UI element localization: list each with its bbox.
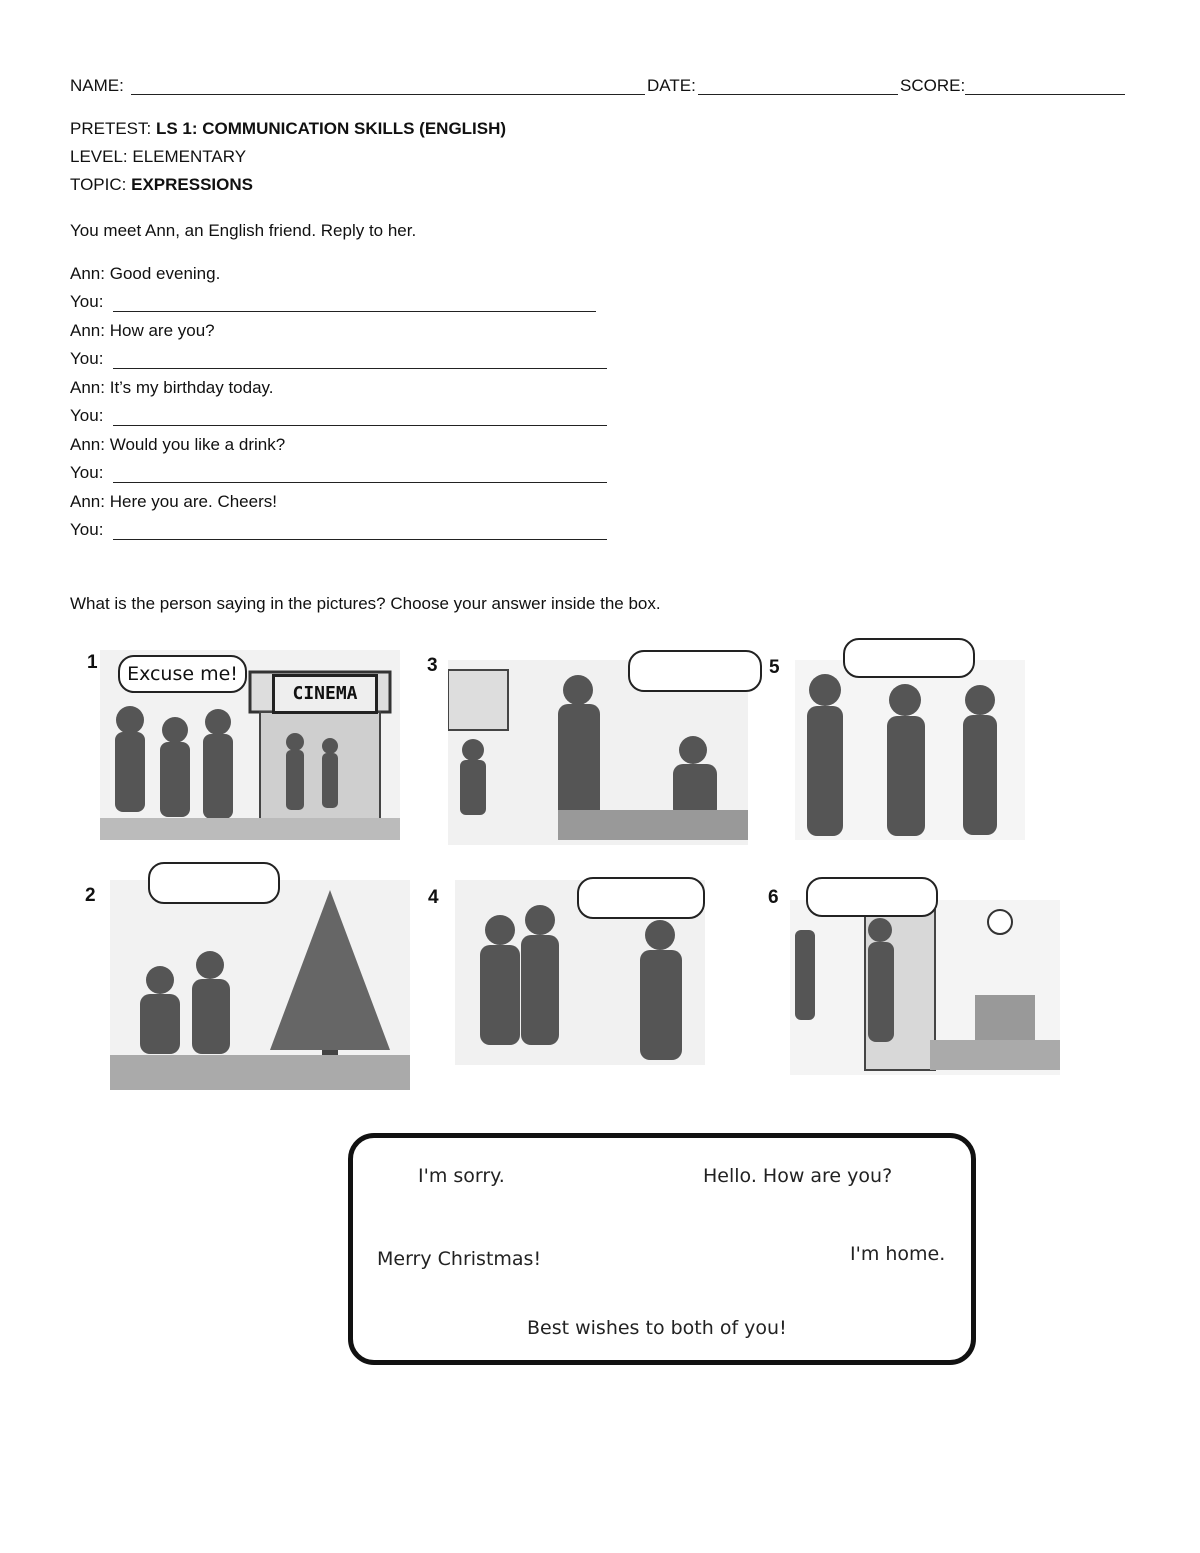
you-label-4: You: bbox=[70, 463, 104, 482]
ann-line-3: Ann: It’s my birthday today. bbox=[70, 378, 274, 397]
speech-bubble-6[interactable] bbox=[806, 877, 938, 917]
pretest-line bbox=[70, 119, 506, 139]
you-label-2: You: bbox=[70, 349, 104, 368]
instruction-part2: What is the person saying in the pictures? Choose your answer inside the box. bbox=[70, 594, 661, 613]
speech-bubble-4[interactable] bbox=[577, 877, 705, 919]
picture-number-1: 1 bbox=[87, 652, 98, 673]
picture-number-2: 2 bbox=[85, 885, 96, 906]
answer-merry-christmas: Merry Christmas! bbox=[377, 1248, 542, 1270]
friends-greeting-illustration bbox=[795, 660, 1025, 840]
reply-field-2[interactable] bbox=[113, 368, 607, 369]
reply-field-4[interactable] bbox=[113, 482, 607, 483]
you-label-3: You: bbox=[70, 406, 104, 425]
score-field[interactable] bbox=[965, 94, 1125, 95]
level-label: LEVEL: bbox=[70, 147, 128, 166]
topic-line bbox=[70, 175, 253, 195]
topic-value: EXPRESSIONS bbox=[131, 175, 253, 194]
score-label: SCORE: bbox=[900, 76, 966, 95]
christmas-family-illustration bbox=[110, 880, 410, 1090]
name-label: NAME: bbox=[70, 76, 124, 95]
ann-line-5: Ann: Here you are. Cheers! bbox=[70, 492, 277, 511]
reply-field-5[interactable] bbox=[113, 539, 607, 540]
answer-im-sorry: I'm sorry. bbox=[418, 1165, 505, 1187]
reply-field-3[interactable] bbox=[113, 425, 607, 426]
cinema-sign: CINEMA bbox=[272, 674, 378, 714]
ann-line-2: Ann: How are you? bbox=[70, 321, 215, 340]
you-label-1: You: bbox=[70, 292, 104, 311]
picture-number-6: 6 bbox=[768, 887, 779, 908]
reply-field-1[interactable] bbox=[113, 311, 596, 312]
coming-home-illustration bbox=[790, 900, 1060, 1075]
topic-label: TOPIC: bbox=[70, 175, 127, 194]
answer-hello-how-are-you: Hello. How are you? bbox=[703, 1165, 893, 1187]
picture-number-3: 3 bbox=[427, 655, 438, 676]
speech-bubble-2[interactable] bbox=[148, 862, 280, 904]
answer-im-home: I'm home. bbox=[850, 1243, 946, 1265]
ann-line-1: Ann: Good evening. bbox=[70, 264, 221, 283]
speech-bubble-1: Excuse me! bbox=[118, 655, 247, 693]
pretest-label: PRETEST: bbox=[70, 119, 152, 138]
level-value: ELEMENTARY bbox=[132, 147, 247, 166]
answer-best-wishes: Best wishes to both of you! bbox=[527, 1317, 787, 1339]
name-field[interactable] bbox=[131, 94, 645, 95]
ann-line-4: Ann: Would you like a drink? bbox=[70, 435, 286, 454]
pretest-value: LS 1: COMMUNICATION SKILLS (ENGLISH) bbox=[155, 119, 507, 138]
level-line bbox=[70, 147, 246, 167]
you-label-5: You: bbox=[70, 520, 104, 539]
picture-number-5: 5 bbox=[769, 657, 780, 678]
speech-bubble-3[interactable] bbox=[628, 650, 762, 692]
speech-bubble-5[interactable] bbox=[843, 638, 975, 678]
date-label: DATE: bbox=[647, 76, 696, 95]
date-field[interactable] bbox=[698, 94, 898, 95]
picture-number-4: 4 bbox=[428, 887, 439, 908]
instruction-part1: You meet Ann, an English friend. Reply to her. bbox=[70, 221, 417, 240]
